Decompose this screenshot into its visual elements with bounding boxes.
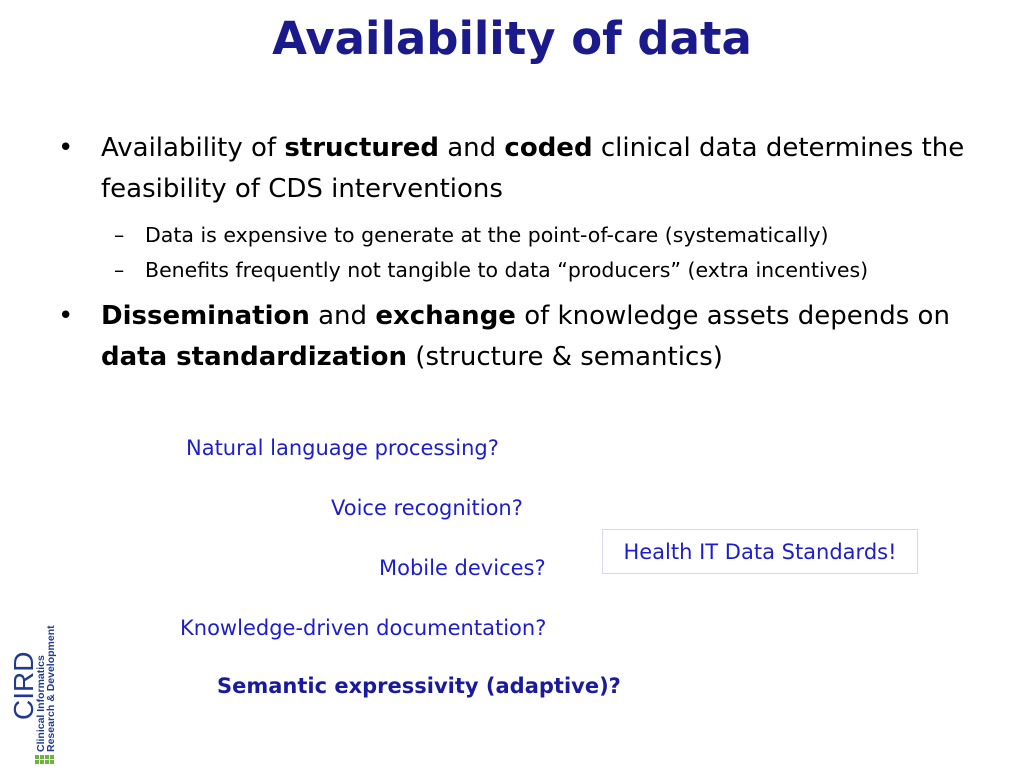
cird-logo-acronym: CIRD: [8, 651, 39, 720]
bullet-2-text-c: (structure & semantics): [407, 342, 723, 372]
bullet-2-bold-exchange: exchange: [375, 301, 516, 331]
bullet-1-text-a: Availability of: [101, 133, 285, 163]
cird-logo: [4, 625, 57, 764]
cird-logo-line1: Clinical Informatics: [35, 655, 47, 752]
bullet-dot: •: [58, 301, 74, 331]
slide-title: Availability of data: [272, 12, 752, 65]
question-knowledge-driven-documentation: Knowledge-driven documentation?: [180, 616, 547, 640]
question-semantic-expressivity: Semantic expressivity (adaptive)?: [217, 674, 621, 698]
standards-callout-box: Health IT Data Standards!: [602, 529, 918, 574]
bullet-1-text-b: and: [438, 133, 505, 163]
sub-bullet-1: [58, 218, 978, 253]
bullet-1: [58, 128, 978, 210]
cird-logo-line2: Research & Development: [45, 625, 57, 752]
question-mobile-devices: Mobile devices?: [379, 556, 546, 580]
bullet-2-text-b: of knowledge assets depends on: [515, 301, 950, 331]
bullet-dot: •: [58, 133, 74, 163]
bullet-list: [58, 128, 978, 378]
bullet-2-bold-standardization: data standardization: [101, 342, 408, 372]
logo-squares-icon: [35, 754, 55, 764]
sub-bullet-dash: –: [114, 258, 125, 282]
bullet-1-bold-coded: coded: [504, 133, 593, 163]
cird-logo-rotated: [4, 625, 57, 764]
sub-bullet-1-text: Data is expensive to generate at the point-of-care (systematically): [145, 223, 829, 247]
bullet-2-bold-dissemination: Dissemination: [101, 301, 310, 331]
sub-bullet-dash: –: [114, 223, 125, 247]
bullet-2-text-a: and: [309, 301, 376, 331]
question-nlp: Natural language processing?: [186, 436, 499, 460]
sub-bullet-2-text: Benefits frequently not tangible to data “producers” (extra incentives): [145, 258, 869, 282]
bullet-1-bold-structured: structured: [284, 133, 439, 163]
question-voice-recognition: Voice recognition?: [331, 496, 523, 520]
bullet-1-text-c: clinical data determines the feasibility of CDS interventions: [101, 133, 965, 204]
bullet-2: [58, 296, 978, 378]
sub-bullet-2: [58, 253, 978, 288]
